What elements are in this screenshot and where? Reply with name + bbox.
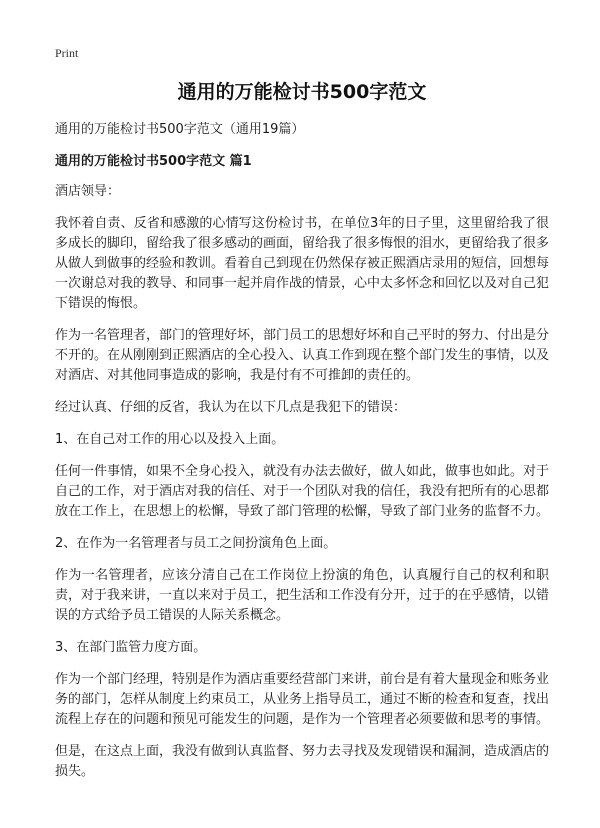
- paragraph: 经过认真、仔细的反省，我认为在以下几点是我犯下的错误：: [55, 400, 407, 415]
- paragraph: 我怀着自责、反省和感激的心情写这份检讨书，在单位3年的日子里，这里留给我了很多成长的脚印，留给我了很多感动的画面，留给我了很多悔恨的泪水，更留给我了很多从做人到做事的经验和教训。看着自己到现在仍然保存被正熙酒店录用的短信，回想每一次谢总对我的教导、和同事一起并肩作战的情景，心中太多怀念和回忆以及对自己犯下错误的悔恨。: [55, 216, 550, 311]
- document-subtitle: 通用的万能检讨书500字范文（通用19篇）: [55, 122, 305, 137]
- list-point-heading: 3、在部门监管力度方面。: [55, 640, 207, 655]
- paragraph: 作为一个部门经理，特别是作为酒店重要经营部门来讲，前台是有着大量现金和账务业务的部门，怎样从制度上约束员工，从业务上指导员工，通过不断的检查和复查，找出流程上存在的问题和预见可能发生的问题，是作为一个管理者必须要做和思考的事情。: [55, 672, 550, 727]
- paragraph: 作为一名管理者，部门的管理好坏，部门员工的思想好坏和自己平时的努力、付出是分不开的。在从刚刚到正熙酒店的全心投入、认真工作到现在整个部门发生的事情，以及对酒店、对其他同事造成的影响，我是付有不可推卸的责任的。: [55, 328, 550, 383]
- document-body: [55, 78, 549, 782]
- paragraph: 任何一件事情，如果不全身心投入，就没有办法去做好，做人如此，做事也如此。对于自己的工作，对于酒店对我的信任、对于一个团队对我的信任，我没有把所有的心思都放在工作上，在思想上的松懈，导致了部门管理的松懈，导致了部门业务的监督不力。: [55, 464, 550, 519]
- section-heading: 通用的万能检讨书500字范文 篇1: [55, 154, 252, 169]
- list-point-heading: 1、在自己对工作的用心以及投入上面。: [55, 432, 285, 447]
- page-title: 通用的万能检讨书500字范文: [177, 81, 427, 103]
- paragraph: 作为一名管理者，应该分清自己在工作岗位上扮演的角色，认真履行自己的权利和职责，对于我来讲，一直以来对于员工，把生活和工作没有分开，过于的在乎感情，以错误的方式给予员工错误的人际关系概念。: [55, 568, 550, 623]
- list-point-heading: 2、在作为一名管理者与员工之间扮演角色上面。: [55, 536, 337, 551]
- paragraph: 但是，在这点上面，我没有做到认真监督、努力去寻找及发现错误和漏洞，造成酒店的损失。: [55, 744, 550, 779]
- salutation: 酒店领导：: [55, 184, 121, 199]
- print-link[interactable]: Print: [55, 46, 79, 60]
